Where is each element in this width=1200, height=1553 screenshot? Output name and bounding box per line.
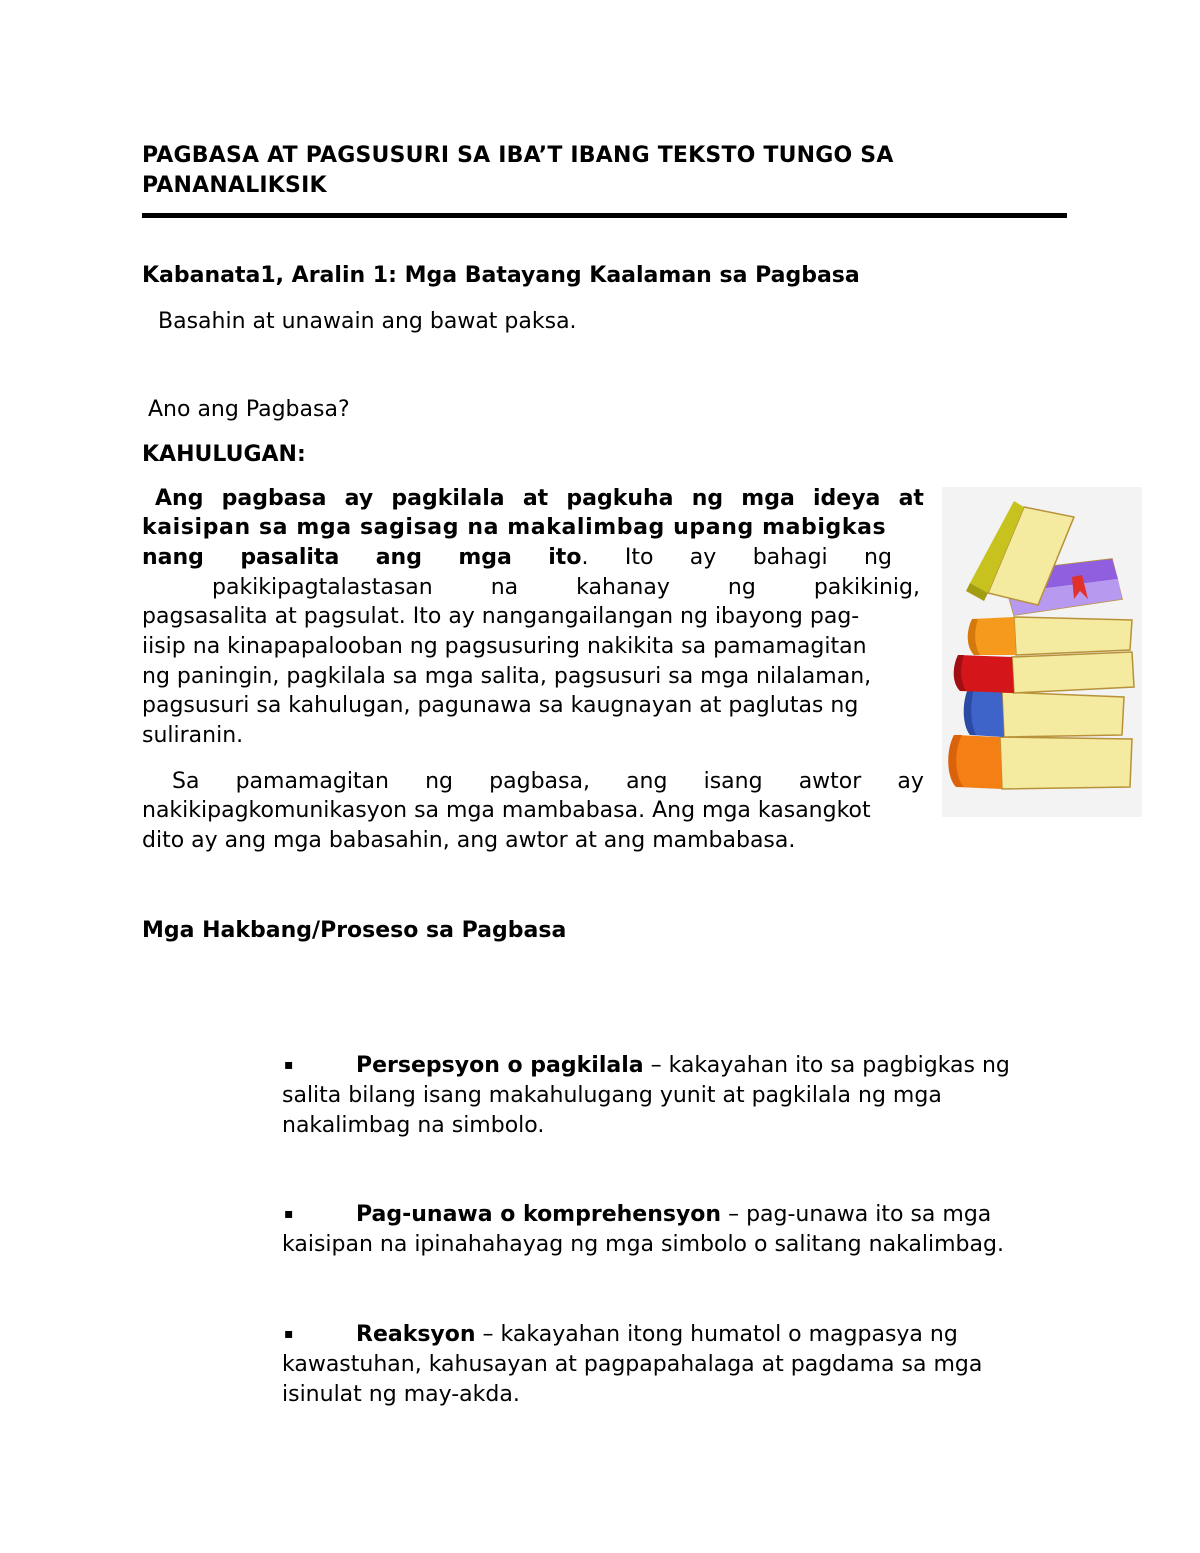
bullet-icon: ▪ <box>284 1206 294 1222</box>
definition-line-5: pagsasalita at pagsulat. Ito ay nangangailangan ng ibayong pag- <box>142 604 860 629</box>
list-item: ▪ Persepsyon o pagkilala – kakayahan ito sa pagbigkas ng salita bilang isang makahulugang yunit at pagkilala ng mga nakalimbag na simbolo. <box>282 1050 1072 1141</box>
definition-line-6: iisip na kinapapalooban ng pagsusuring nakikita sa pamamagitan <box>142 634 867 659</box>
author-line-1: Sa pamamagitan ng pagbasa, ang isang awtor ay <box>172 769 924 794</box>
blue-book-icon <box>964 689 1124 737</box>
bullet-icon: ▪ <box>284 1057 294 1073</box>
definition-line-7: ng paningin, pagkilala sa mga salita, pagsusuri sa mga nilalaman, <box>142 664 872 689</box>
list-item: ▪ Pag-unawa o komprehensyon – pag-unawa ito sa mga kaisipan na ipinahahayag ng mga simbolo o salitang nakalimbag. <box>282 1199 1072 1260</box>
question-text: Ano ang Pagbasa? <box>148 397 350 422</box>
document-title: PAGBASA AT PAGSUSURI SA IBA’T IBANG TEKSTO TUNGO SA PANANALIKSIK <box>142 143 894 198</box>
red-book-icon <box>954 652 1134 693</box>
author-line-3: dito ay ang mga babasahin, ang awtor at ang mambabasa. <box>142 828 796 853</box>
book-stack-illustration <box>942 487 1142 817</box>
instruction-text: Basahin at unawain ang bawat paksa. <box>158 309 577 334</box>
definition-label: KAHULUGAN: <box>142 442 306 467</box>
definition-line-9: suliranin. <box>142 723 244 748</box>
list-item: ▪ Reaksyon – kakayahan itong humatol o magpasya ng kawastuhan, kahusayan at pagpapahalaga at pagdama sa mga isinulat ng may-akda. <box>282 1319 1072 1410</box>
steps-heading: Mga Hakbang/Proseso sa Pagbasa <box>142 918 567 943</box>
bullet-icon: ▪ <box>284 1326 294 1342</box>
definition-line-1: Ang pagbasa ay pagkilala at pagkuha ng mga ideya at <box>155 486 924 511</box>
definition-line-3: nang pasalita ang mga ito. Ito ay bahagi ng <box>142 545 892 570</box>
chapter-heading: Kabanata1, Aralin 1: Mga Batayang Kaalaman sa Pagbasa <box>142 263 860 288</box>
definition-line-4: pakikipagtalastasan na kahanay ng pakikinig, <box>212 575 920 600</box>
definition-line-8: pagsusuri sa kahulugan, pagunawa sa kaugnayan at paglutas ng <box>142 693 859 718</box>
orange-book-bottom-icon <box>948 735 1132 789</box>
orange-book-icon <box>968 617 1132 655</box>
definition-line-2: kaisipan sa mga sagisag na makalimbag upang mabigkas <box>142 515 887 540</box>
title-divider <box>142 213 1067 218</box>
author-line-2: nakikipagkomunikasyon sa mga mambabasa. Ang mga kasangkot <box>142 798 871 823</box>
